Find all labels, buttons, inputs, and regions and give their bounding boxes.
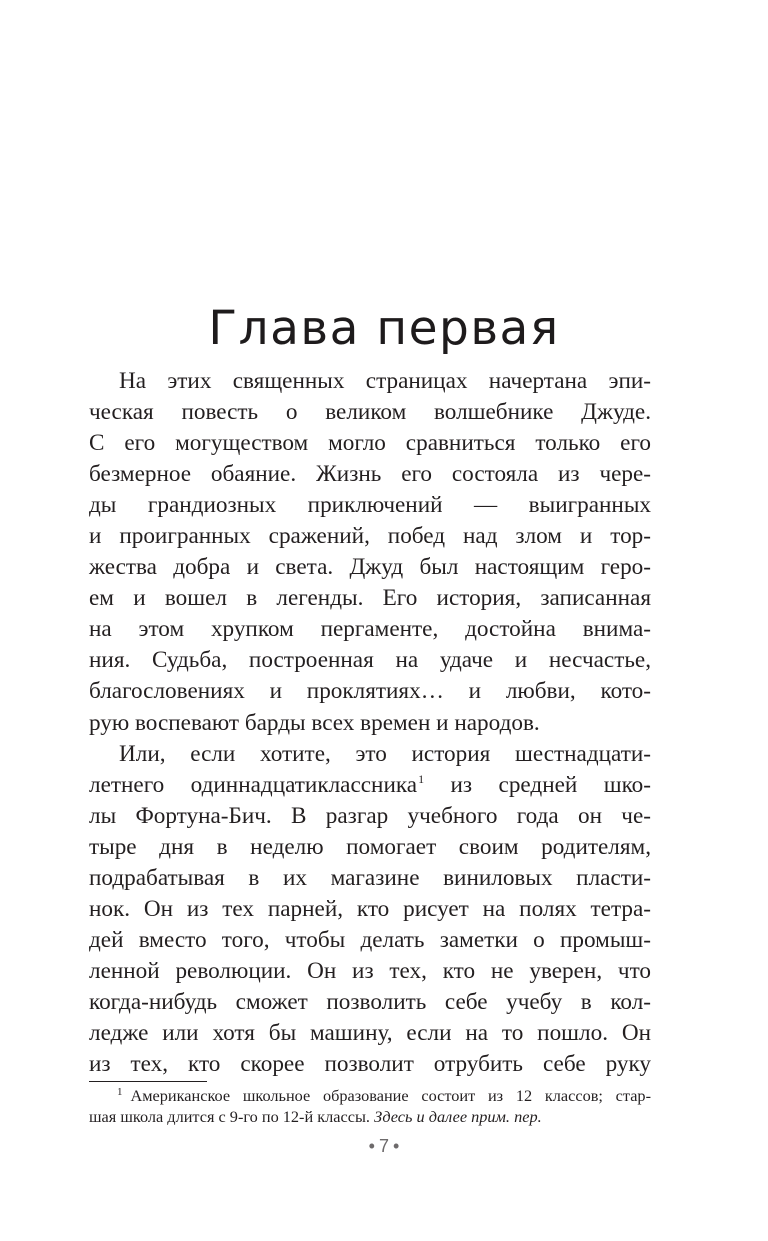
text-line: лы Фортуна-Бич. В разгар учебного года он че- [89,802,651,829]
text-line: на этом хрупком пергаменте, достойна внима- [89,616,651,643]
text-line: и проигранных сражений, побед над злом и тор- [89,523,651,550]
text-line: нок. Он из тех парней, кто рисует на полях тетра- [89,895,651,922]
text-line: рую воспевают барды всех времен и народов. [89,709,540,736]
text-line: подрабатывая в их магазине виниловых пласти- [89,864,651,891]
footnote-translator-note: Здесь и далее прим. пер. [374,1107,542,1126]
footnote-marker: 1 [117,1086,123,1098]
text-line: безмерное обаяние. Жизнь его состояла из чере- [89,461,651,488]
text-line: С его могуществом могло сравниться только его [89,430,651,457]
text-line: На этих священных страницах начертана эпи- [119,368,651,394]
text-line: Или, если хотите, это история шестнадцати- [119,740,651,767]
text-line: ческая повесть о великом волшебнике Джуде. [89,399,651,426]
text-line: жества добра и света. Джуд был настоящим геро- [89,554,651,581]
page-number-value: 7 [378,1136,389,1156]
text-line: из тех, кто скорее позволит отрубить себе руку [89,1051,651,1078]
footnote [89,1085,651,1127]
text-line: дей вместо того, чтобы делать заметки о промыш- [89,926,651,953]
text-line: ния. Судьба, построенная на удаче и несчастье, [89,647,651,674]
text-line: тыре дня в неделю помогает своим родителям, [89,833,651,860]
page-number [0,1134,768,1158]
text-line: благословениях и проклятиях… и любви, кото- [89,678,651,705]
bullet-ornament-left: • [368,1136,375,1156]
footnote-text: Американское школьное образование состоит из 12 классов; стар- [130,1086,651,1105]
paragraph-2 [89,739,651,1081]
text-line-with-footnote [89,770,651,801]
paragraph-1 [89,366,651,739]
text-line: ем и вошел в легенды. Его история, записанная [89,585,651,612]
footnote-line [89,1106,651,1127]
footnote-divider [89,1081,207,1082]
text-line: ды грандиозных приключений — выигранных [89,492,651,519]
body-text [89,366,651,1080]
text-segment: из средней шко- [450,771,651,798]
footnote-line [89,1085,651,1106]
text-line: ленной революции. Он из тех, кто не уверен, что [89,957,651,984]
footnote-reference[interactable]: 1 [418,771,425,786]
footnote-text: шая школа длится с 9-го по 12-й классы. [89,1107,370,1126]
text-segment: летнего одиннадцатиклассника [89,771,418,798]
text-line: ледже или хотя бы машину, если на то пошло. Он [89,1019,651,1046]
bullet-ornament-right: • [393,1136,400,1156]
chapter-title: Глава первая [208,301,560,357]
text-line: когда-нибудь сможет позволить себе учебу в кол- [89,988,651,1015]
